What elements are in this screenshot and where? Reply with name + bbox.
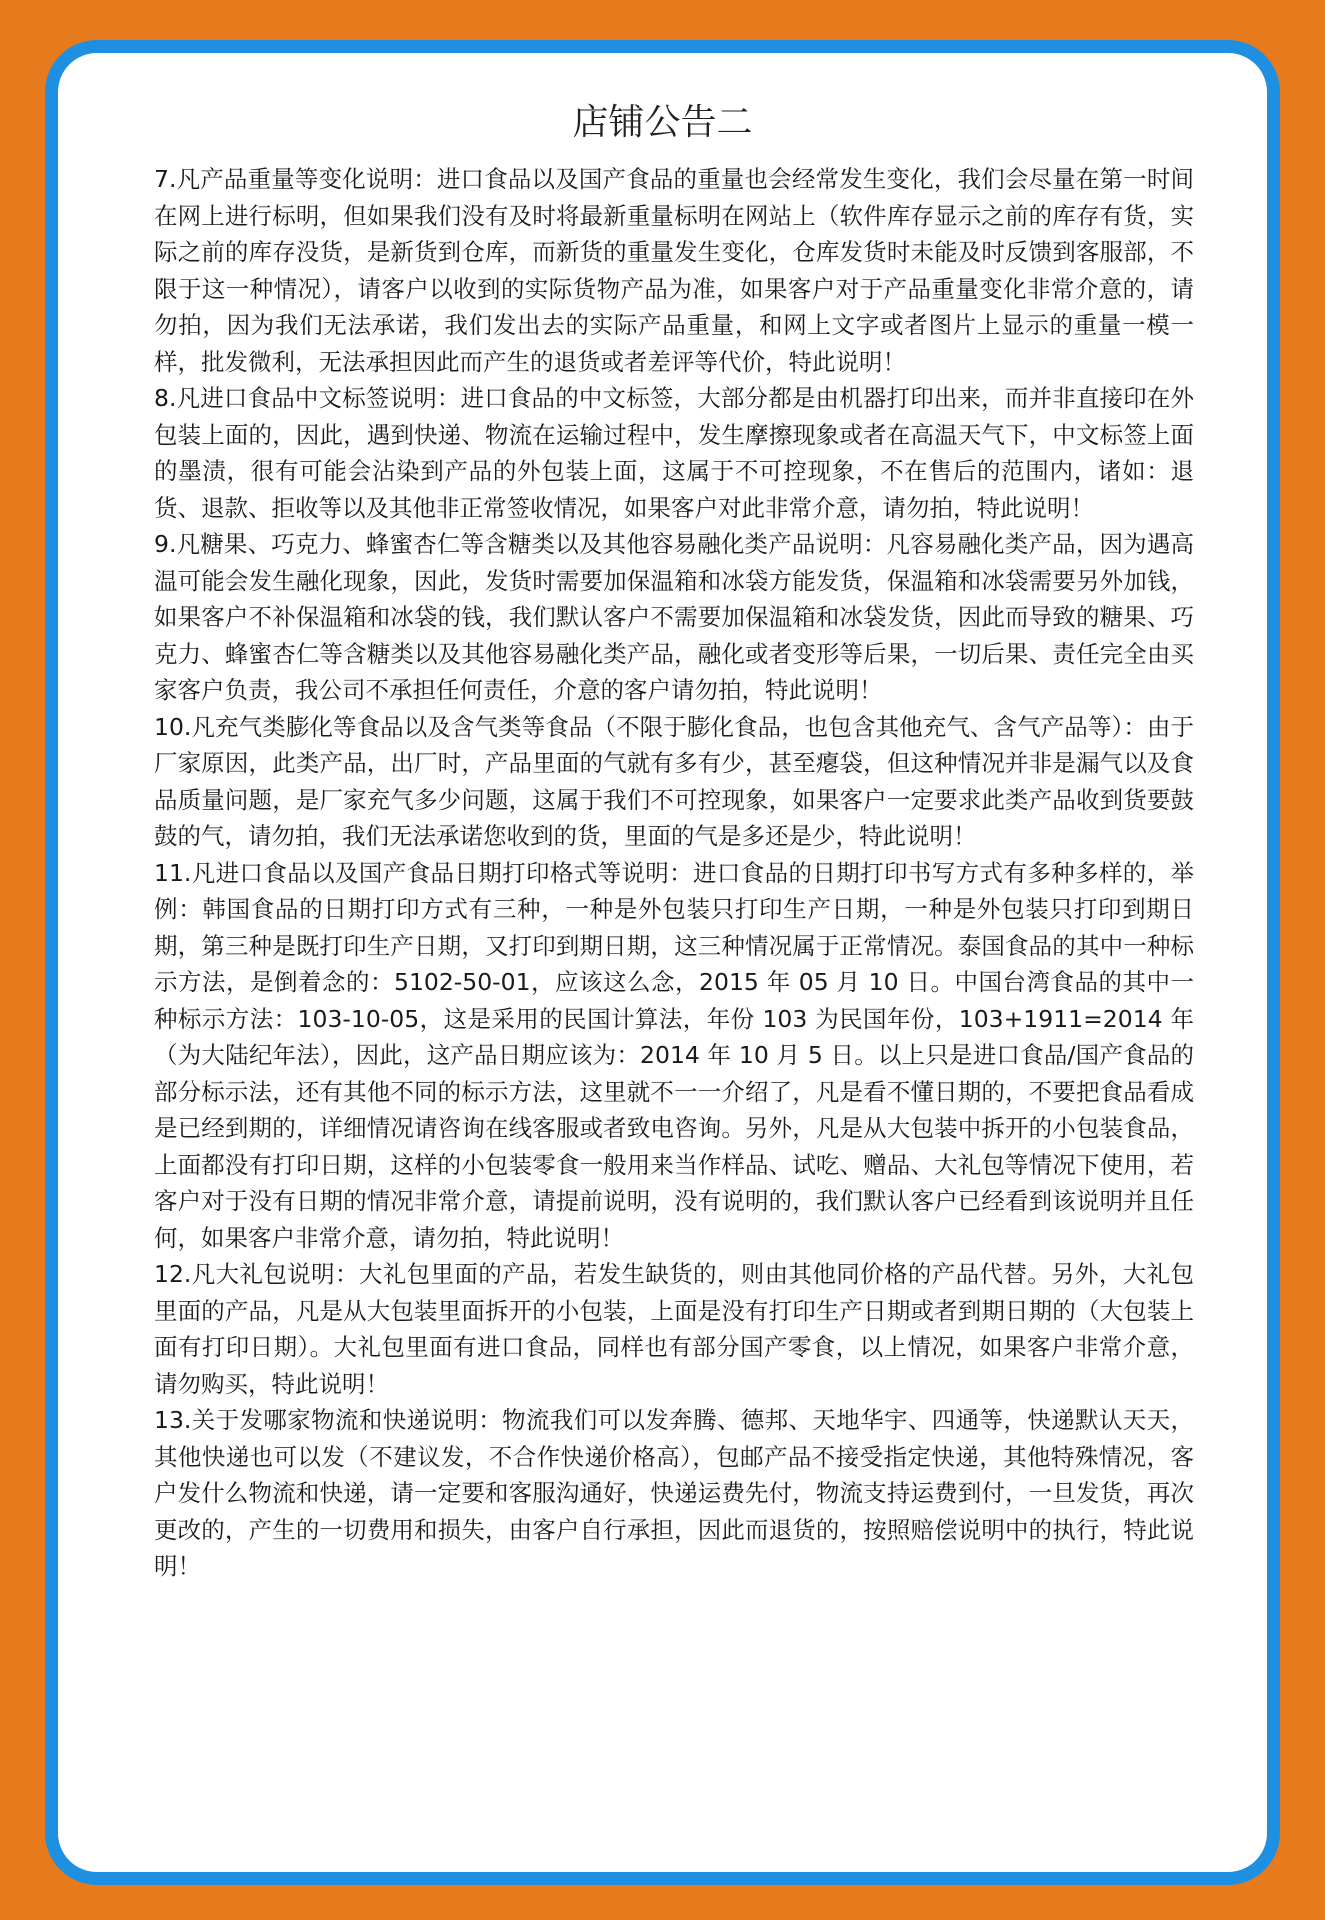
notice-item-10: 10.凡充气类膨化等食品以及含气类等食品（不限于膨化食品，也包含其他充气、含气产品等）：由于厂家原因，此类产品，出厂时，产品里面的气就有多有少，甚至瘪袋，但这种情况并非是漏气以及食品质量问题，是厂家充气多少问题，这属于我们不可控现象，如果客户一定要求此类产品收到货要鼓鼓的气，请勿拍，我们无法承诺您收到的货，里面的气是多还是少，特此说明！ <box>154 712 1194 850</box>
notice-item-12: 12.凡大礼包说明：大礼包里面的产品，若发生缺货的，则由其他同价格的产品代替。另外，大礼包里面的产品，凡是从大包装里面拆开的小包装，上面是没有打印生产日期或者到期日期的（大包装上面有打印日期）。大礼包里面有进口食品，同样也有部分国产零食，以上情况，如果客户非常介意，请勿购买，特此说明！ <box>154 1260 1194 1398</box>
notice-content <box>154 161 1194 1585</box>
notice-item-7: 7.凡产品重量等变化说明：进口食品以及国产食品的重量也会经常发生变化，我们会尽量在第一时间在网上进行标明，但如果我们没有及时将最新重量标明在网站上（软件库存显示之前的库存有货，实际之前的库存没货，是新货到仓库，而新货的重量发生变化，仓库发货时未能及时反馈到客服部，不限于这一种情况），请客户以收到的实际货物产品为准，如果客户对于产品重量变化非常介意的，请勿拍，因为我们无法承诺，我们发出去的实际产品重量，和网上文字或者图片上显示的重量一模一样，批发微利，无法承担因此而产生的退货或者差评等代价，特此说明！ <box>154 165 1194 376</box>
notice-item-13: 13.关于发哪家物流和快递说明：物流我们可以发奔腾、德邦、天地华宇、四通等，快递默认天天，其他快递也可以发（不建议发，不合作快递价格高），包邮产品不接受指定快递，其他特殊情况，客户发什么物流和快递，请一定要和客服沟通好，快递运费先付，物流支持运费到付，一旦发货，再次更改的，产生的一切费用和损失，由客户自行承担，因此而退货的，按照赔偿说明中的执行，特此说明！ <box>154 1406 1194 1580</box>
notice-item-8: 8.凡进口食品中文标签说明：进口食品的中文标签，大部分都是由机器打印出来，而并非直接印在外包装上面的，因此，遇到快递、物流在运输过程中，发生摩擦现象或者在高温天气下，中文标签上面的墨渍，很有可能会沾染到产品的外包装上面，这属于不可控现象，不在售后的范围内，诸如：退货、退款、拒收等以及其他非正常签收情况，如果客户对此非常介意，请勿拍，特此说明！ <box>154 384 1194 522</box>
page-title: 店铺公告二 <box>572 102 753 143</box>
notice-panel <box>45 40 1280 1885</box>
notice-item-9: 9.凡糖果、巧克力、蜂蜜杏仁等含糖类以及其他容易融化类产品说明：凡容易融化类产品，因为遇高温可能会发生融化现象，因此，发货时需要加保温箱和冰袋方能发货，保温箱和冰袋需要另外加钱，如果客户不补保温箱和冰袋的钱，我们默认客户不需要加保温箱和冰袋发货，因此而导致的糖果、巧克力、蜂蜜杏仁等含糖类以及其他容易融化类产品，融化或者变形等后果，一切后果、责任完全由买家客户负责，我公司不承担任何责任，介意的客户请勿拍，特此说明！ <box>154 530 1194 704</box>
notice-item-11: 11.凡进口食品以及国产食品日期打印格式等说明：进口食品的日期打印书写方式有多种多样的，举例：韩国食品的日期打印方式有三种，一种是外包装只打印生产日期，一种是外包装只打印到期日期，第三种是既打印生产日期，又打印到期日期，这三种情况属于正常情况。泰国食品的其中一种标示方法，是倒着念的：5102-50-01，应该这么念，2015 年 05 月 10 日。中国台湾食品的其中一种标示方法：103-10-05，这是采用的民国计算法，年份 103 为民国年份，103+1911=2014 年（为大陆纪年法），因此，这产品日期应该为：2014 年 10 月 5 日。以上只是进口食品/国产食品的部分标示法，还有其他不同的标示方法，这里就不一一介绍了，凡是看不懂日期的，不要把食品看成是已经到期的，详细情况请咨询在线客服或者致电咨询。另外，凡是从大包装中拆开的小包装食品，上面都没有打印日期，这样的小包装零食一般用来当作样品、试吃、赠品、大礼包等情况下使用，若客户对于没有日期的情况非常介意，请提前说明，没有说明的，我们默认客户已经看到该说明并且任何，如果客户非常介意，请勿拍，特此说明！ <box>154 858 1194 1252</box>
